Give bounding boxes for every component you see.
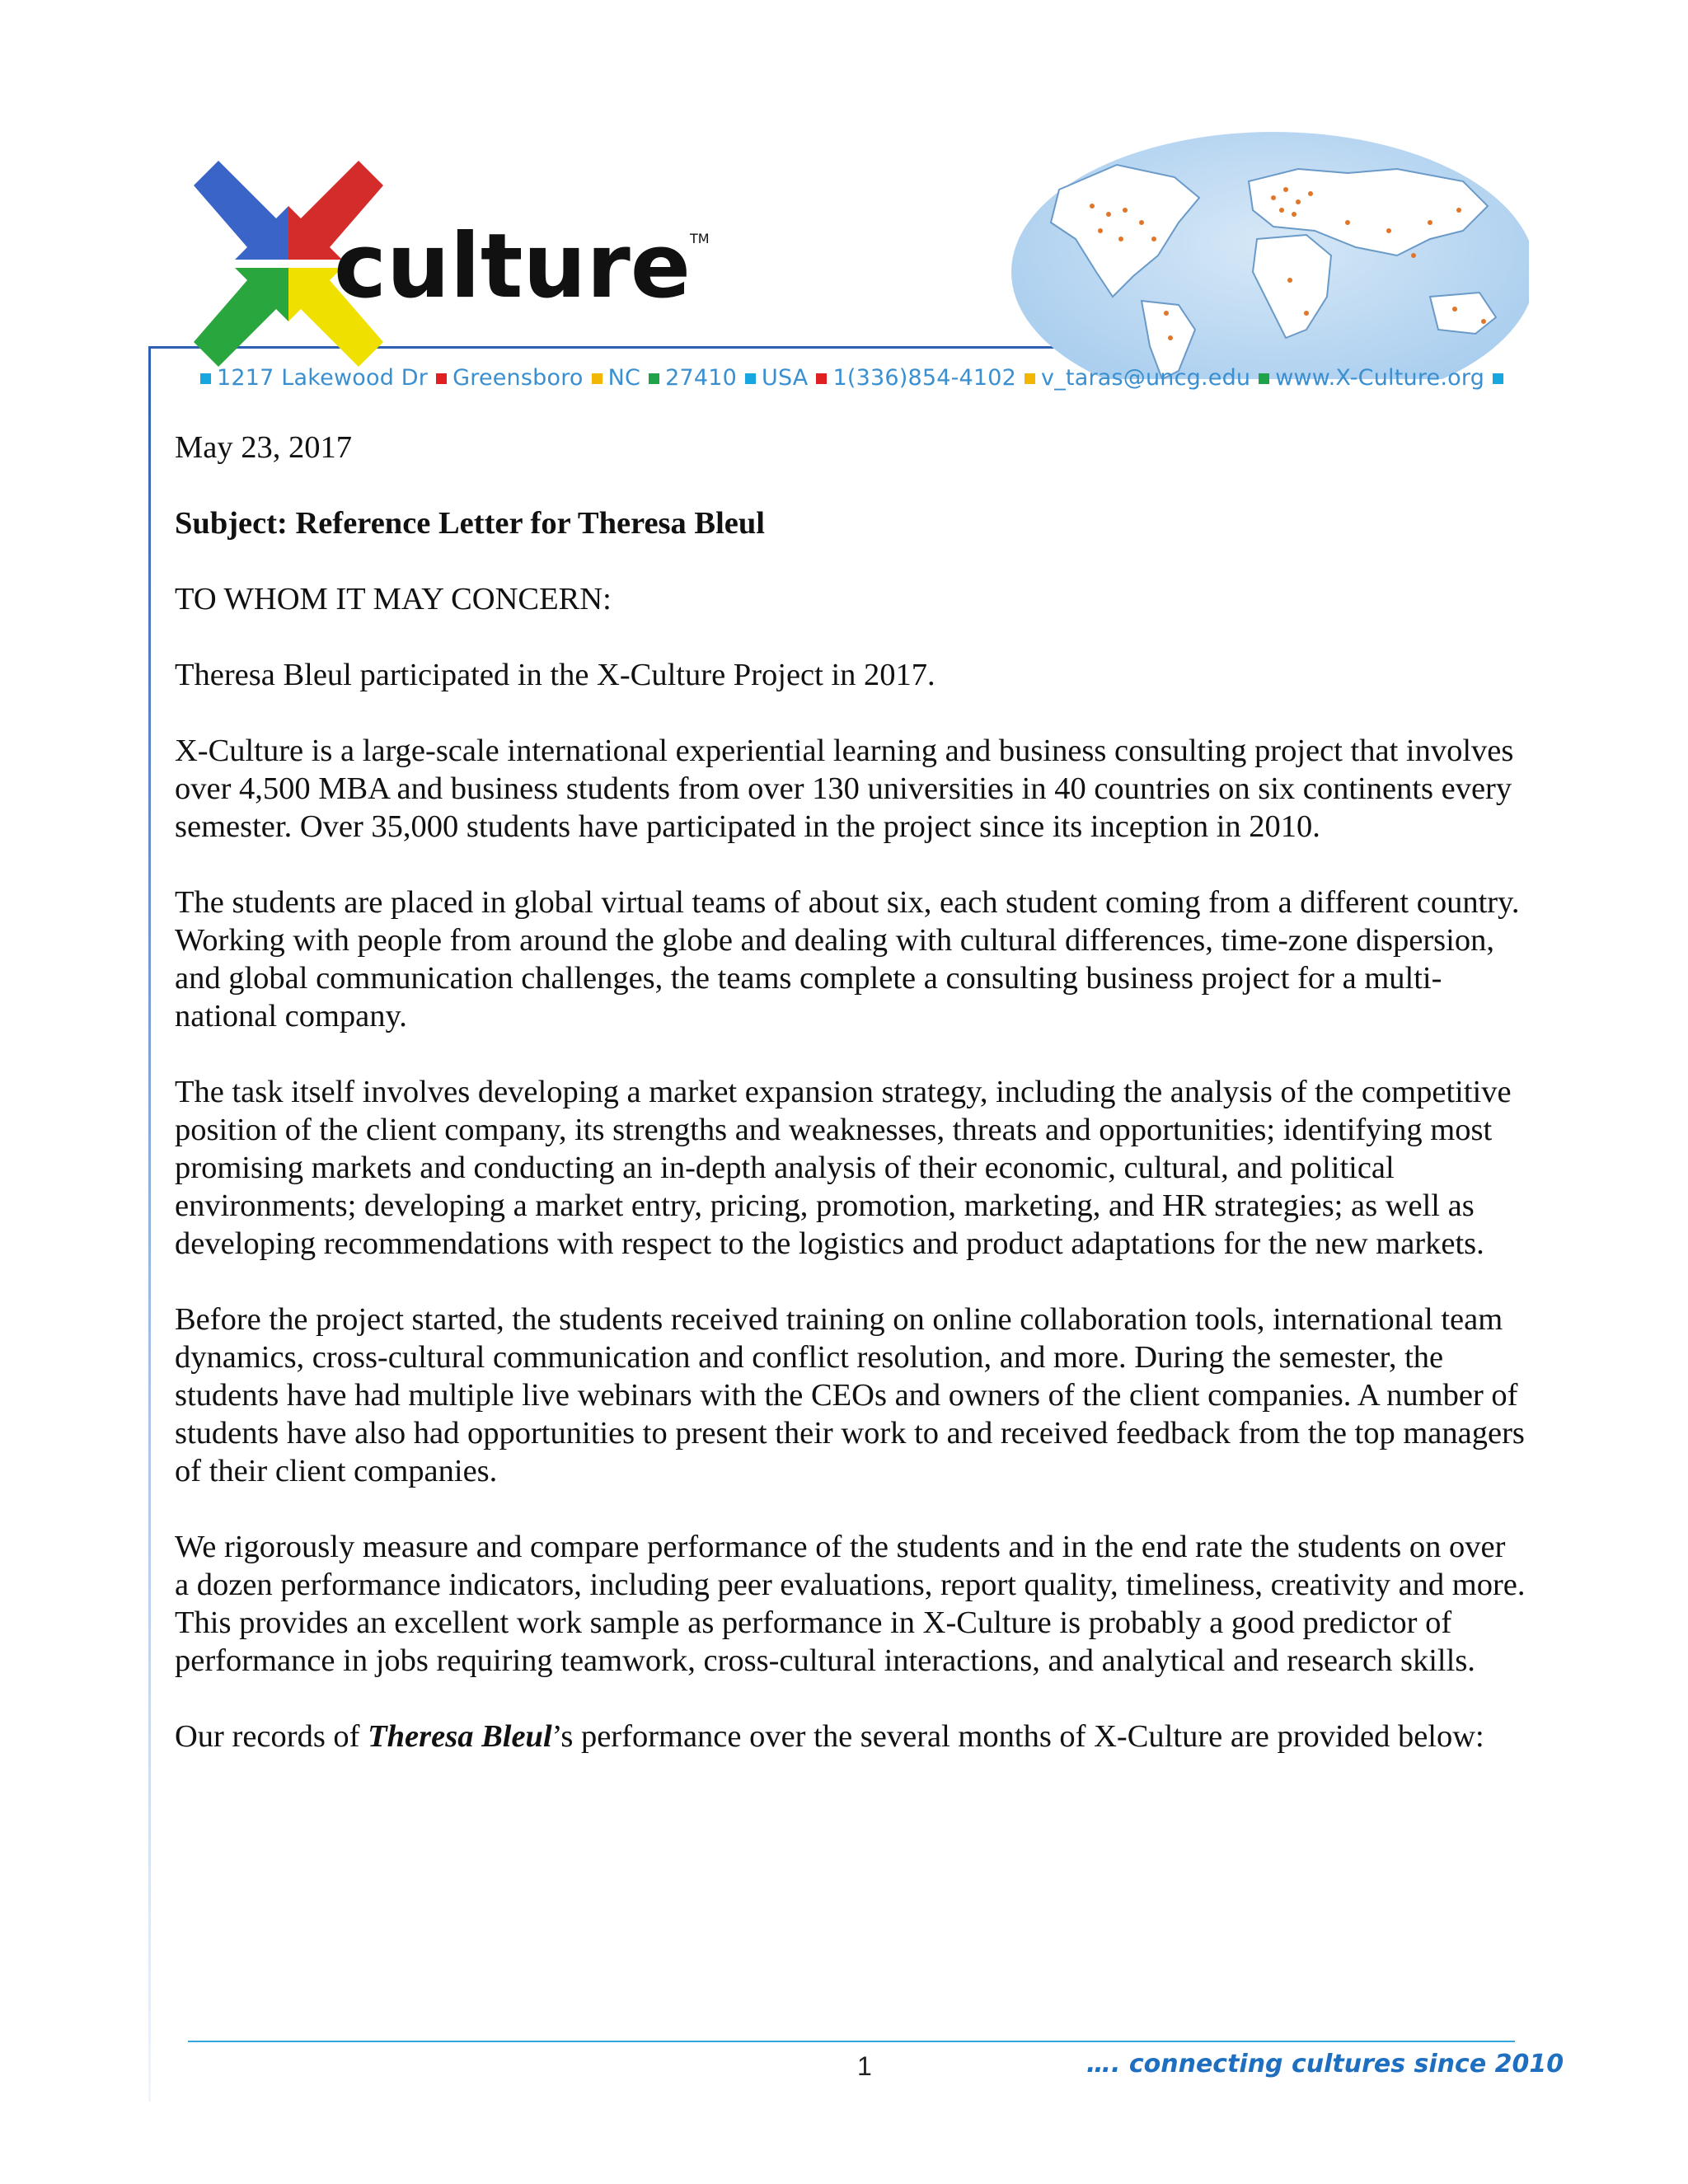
x-culture-logo [177, 161, 721, 375]
address-phone: 1(336)854-4102 [832, 365, 1017, 391]
bullet-square-icon [436, 373, 447, 384]
address-website-link[interactable]: www.X-Culture.org [1275, 365, 1485, 391]
letter-body [175, 429, 1526, 1793]
address-city: Greensboro [452, 365, 584, 391]
footer-tagline: …. connecting cultures since 2010 [1086, 2050, 1564, 2079]
page-number: 1 [857, 2051, 872, 2081]
paragraph-teams: The students are placed in global virtual teams of about six, each student coming from a different country. Working with people from around the globe and dealing with cultural differences, time-zone dispersion, and global communication challenges, the teams complete a consulting business project for a multi-national company. [175, 885, 1520, 1033]
footer-rule [188, 2041, 1515, 2042]
bullet-square-icon [200, 373, 211, 384]
logo-wordmark: culture [334, 215, 691, 318]
letter-subject: Subject: Reference Letter for Theresa Bleul [175, 506, 765, 541]
bullet-square-icon [745, 373, 756, 384]
contact-address-line [200, 365, 1509, 391]
records-outro: ’s performance over the several months of X-Culture are provided below: [551, 1719, 1484, 1754]
address-country: USA [761, 365, 809, 391]
bullet-square-icon [1025, 373, 1035, 384]
paragraph-performance: We rigorously measure and compare performance of the students and in the end rate the students on over a dozen performance indicators, including peer evaluations, report quality, timeliness, creativity and more. This provides an excellent work sample as performance in X-Culture is probably a good predictor of performance in jobs requiring teamwork, cross-cultural interactions, and analytical and research skills. [175, 1530, 1526, 1678]
paragraph-task: The task itself involves developing a market expansion strategy, including the analysis of the competitive position of the client company, its strengths and weaknesses, threats and opportunities; identifying most promising markets and conducting an in-depth analysis of their economic, cultural, and political environments; developing a market entry, pricing, promotion, marketing, and HR strategies; as well as developing recommendations with respect to the logistics and product adaptations for the new markets. [175, 1075, 1512, 1261]
left-margin-rule [148, 346, 151, 2102]
address-zip: 27410 [665, 365, 737, 391]
world-map-globe [1001, 132, 1529, 379]
paragraph-about-x-culture: X-Culture is a large-scale international experiential learning and business consulting project that involves over 4,500 MBA and business students from over 130 universities in 40 countries on six continents every semester. Over 35,000 students have participated in the project since its inception in 2010. [175, 733, 1514, 844]
bullet-square-icon [592, 373, 603, 384]
letter-date: May 23, 2017 [175, 430, 352, 465]
records-intro: Our records of [175, 1719, 368, 1754]
student-name: Theresa Bleul [368, 1719, 552, 1754]
bullet-square-icon [816, 373, 827, 384]
address-email-link[interactable]: v_taras@uncg.edu [1041, 365, 1251, 391]
address-state: NC [607, 365, 641, 391]
address-street: 1217 Lakewood Dr [217, 365, 429, 391]
letter-salutation: TO WHOM IT MAY CONCERN: [175, 582, 612, 616]
bullet-square-icon [649, 373, 659, 384]
paragraph-training: Before the project started, the students received training on online collaboration tools, international team dynamics, cross-cultural communication and conflict resolution, and more. During the semester, the students have had multiple live webinars with the CEOs and owners of the client companies. A number of students have also had opportunities to present their work to and received feedback from the top managers of their client companies. [175, 1302, 1525, 1488]
bullet-square-icon [1493, 373, 1503, 384]
paragraph-participation: Theresa Bleul participated in the X-Culture Project in 2017. [175, 658, 935, 692]
bullet-square-icon [1259, 373, 1269, 384]
trademark-mark: TM [690, 231, 710, 246]
paragraph-records [175, 1718, 1526, 1755]
